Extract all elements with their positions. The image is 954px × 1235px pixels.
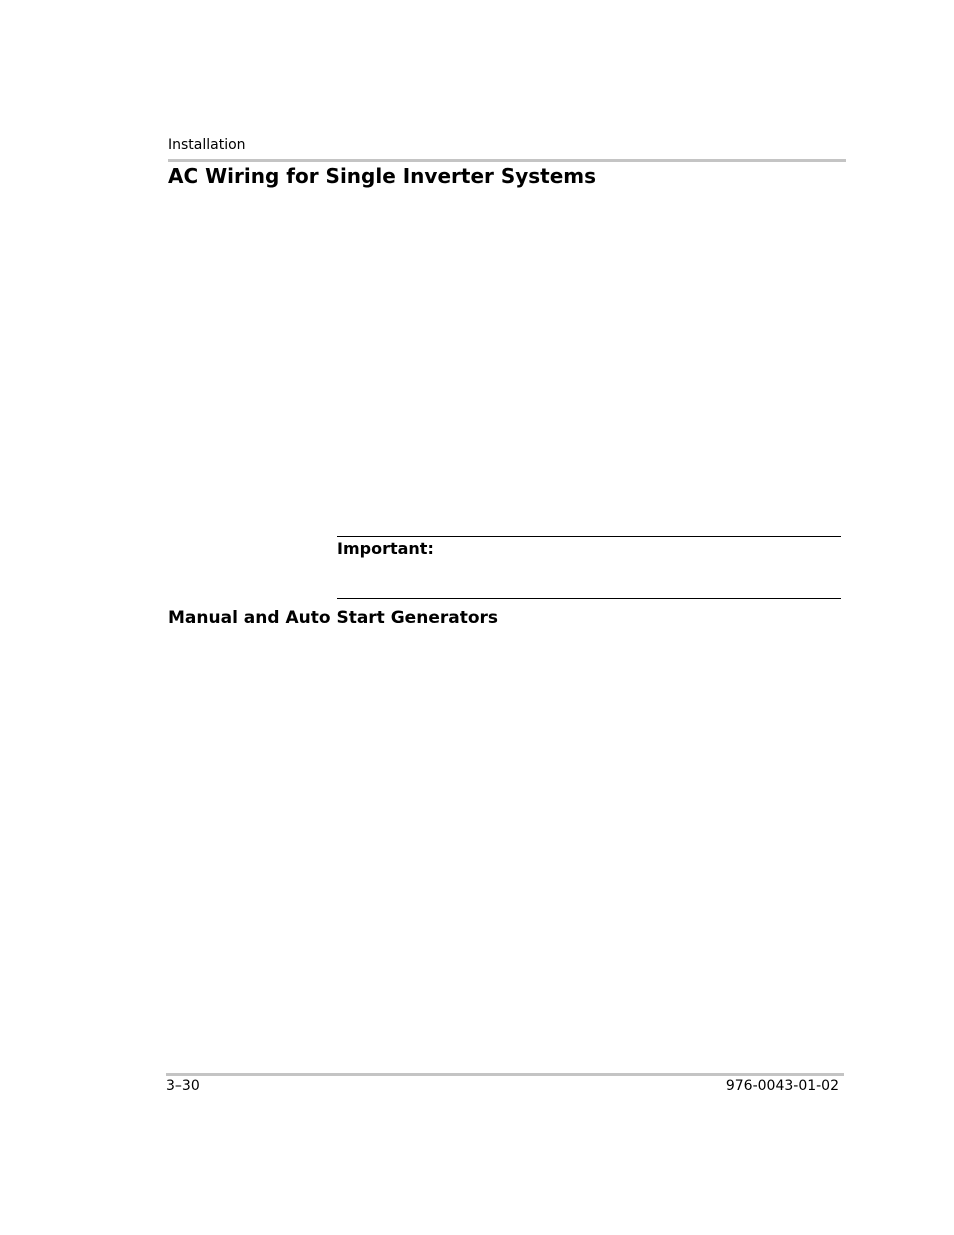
note-bottom-divider [337,598,841,599]
document-number: 976-0043-01-02 [725,1078,839,1094]
section-title: AC Wiring for Single Inverter Systems [168,164,597,188]
subsection-title: Manual and Auto Start Generators [168,608,499,628]
running-header: Installation [168,137,246,153]
important-note-label: Important: [337,539,434,558]
page-number: 3–30 [166,1078,200,1094]
note-top-divider [337,536,841,537]
